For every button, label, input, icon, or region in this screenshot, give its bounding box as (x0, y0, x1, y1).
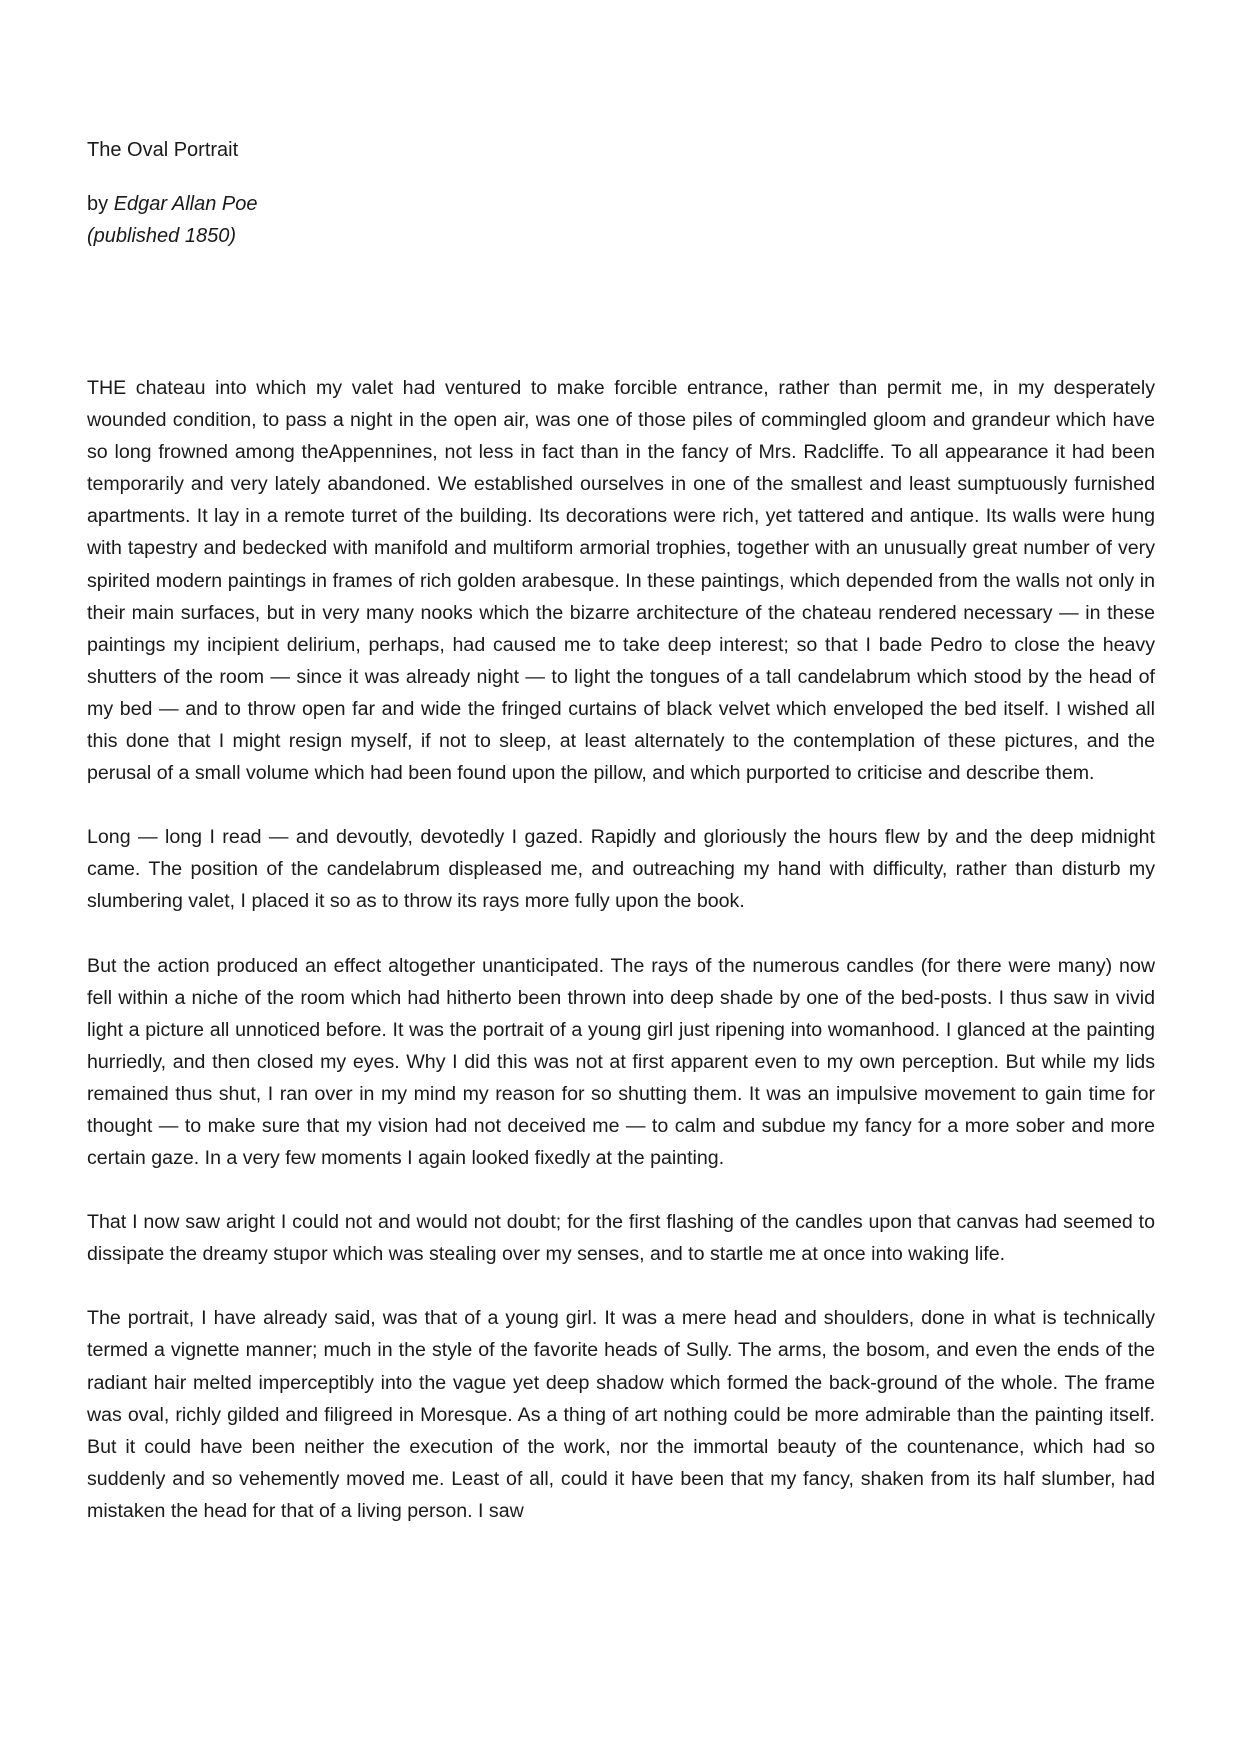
publication-date: (published 1850) (87, 225, 236, 247)
story-body (87, 372, 1155, 1527)
paragraph: That I now saw aright I could not and would not doubt; for the first flashing of the candles upon that canvas had seemed to dissipate the dreamy stupor which was stealing over my senses, and to startle me at once into waking life. (87, 1211, 1155, 1266)
author-line (87, 188, 1155, 220)
author-name: Edgar Allan Poe (113, 193, 258, 215)
byline-prefix: by (87, 193, 114, 215)
paragraph: THE chateau into which my valet had ventured to make forcible entrance, rather than permit me, in my desperately wounded condition, to pass a night in the open air, was one of those piles of commingled gloom and grandeur which have so long frowned among theAppennines, not less in fact than in the fancy of Mrs. Radcliffe. To all appearance it had been temporarily and very lately abandoned. We established ourselves in one of the smallest and least sumptuously furnished apartments. It lay in a remote turret of the building. Its decorations were rich, yet tattered and antique. Its walls were hung with tapestry and bedecked with manifold and multiform armorial trophies, together with an unusually great number of very spirited modern paintings in frames of rich golden arabesque. In these paintings, which depended from the walls not only in their main surfaces, but in very many nooks which the bizarre architecture of the chateau rendered necessary — in these paintings my incipient delirium, perhaps, had caused me to take deep interest; so that I bade Pedro to close the heavy shutters of the room — since it was already night — to light the tongues of a tall candelabrum which stood by the head of my bed — and to throw open far and wide the fringed curtains of black velvet which enveloped the bed itself. I wished all this done that I might resign myself, if not to sleep, at least alternately to the contemplation of these pictures, and the perusal of a small volume which had been found upon the pillow, and which purported to criticise and describe them. (87, 377, 1155, 785)
paragraph: The portrait, I have already said, was that of a young girl. It was a mere head and shoulders, done in what is technically termed a vignette manner; much in the style of the favorite heads of Sully. The arms, the bosom, and even the ends of the radiant hair melted imperceptibly into the vague yet deep shadow which formed the back-ground of the whole. The frame was oval, richly gilded and filigreed in Moresque. As a thing of art nothing could be more admirable than the painting itself. But it could have been neither the execution of the work, nor the immortal beauty of the countenance, which had so suddenly and so vehemently moved me. Least of all, could it have been that my fancy, shaken from its half slumber, had mistaken the head for that of a living person. I saw (87, 1307, 1155, 1522)
story-title: The Oval Portrait (87, 139, 239, 161)
paragraph: Long — long I read — and devoutly, devotedly I gazed. Rapidly and gloriously the hours flew by and the deep midnight came. The position of the candelabrum displeased me, and outreaching my hand with difficulty, rather than disturb my slumbering valet, I placed it so as to throw its rays more fully upon the book. (87, 826, 1155, 913)
page-content (87, 134, 1155, 1559)
byline (87, 188, 1155, 252)
paragraph: But the action produced an effect altogether unanticipated. The rays of the numerous candles (for there were many) now fell within a niche of the room which had hitherto been thrown into deep shade by one of the bed-posts. I thus saw in vivid light a picture all unnoticed before. It was the portrait of a young girl just ripening into womanhood. I glanced at the painting hurriedly, and then closed my eyes. Why I did this was not at first apparent even to my own perception. But while my lids remained thus shut, I ran over in my mind my reason for so shutting them. It was an impulsive movement to gain time for thought — to make sure that my vision had not deceived me — to calm and subdue my fancy for a more sober and more certain gaze. In a very few moments I again looked fixedly at the painting. (87, 954, 1155, 1170)
